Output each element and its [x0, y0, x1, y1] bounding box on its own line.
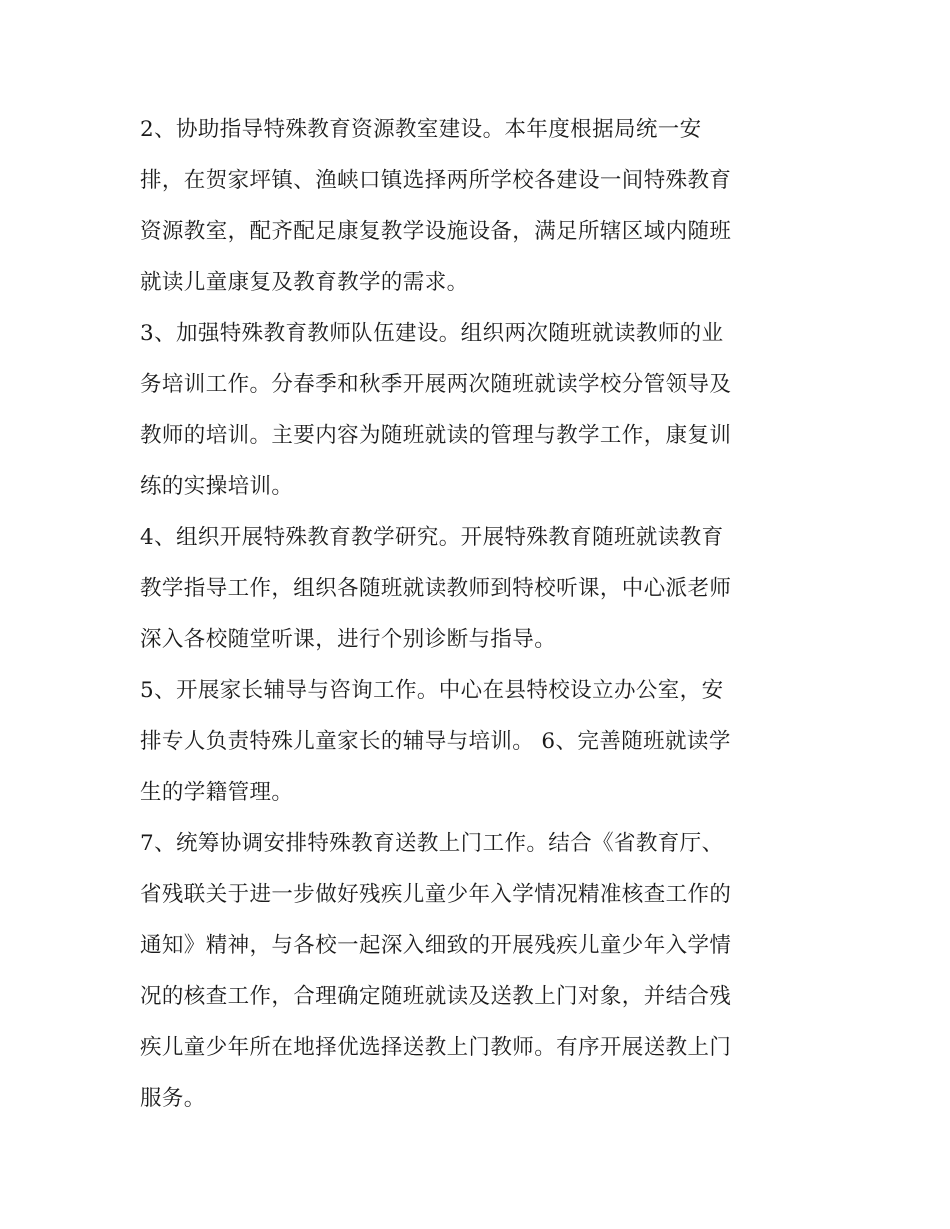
- text-line: 排专人负责特殊儿童家长的辅导与培训。 6、完善随班就读学: [140, 729, 731, 754]
- text-line: 服务。: [140, 1086, 206, 1111]
- text-line: 务培训工作。分春季和秋季开展两次随班就读学校分管领导及: [140, 372, 732, 397]
- text-line: 资源教室，配齐配足康复教学设施设备，满足所辖区域内随班: [140, 219, 732, 244]
- text-line: 2、协助指导特殊教育资源教室建设。本年度根据局统一安: [140, 117, 702, 142]
- text-line: 排，在贺家坪镇、渔峡口镇选择两所学校各建设一间特殊教育: [140, 168, 732, 193]
- document-body: [140, 104, 820, 1124]
- text-line: 省残联关于进一步做好残疾儿童少年入学情况精准核查工作的: [140, 882, 732, 907]
- text-line: 5、开展家长辅导与咨询工作。中心在县特校设立办公室，安: [140, 678, 724, 703]
- text-line: 3、加强特殊教育教师队伍建设。组织两次随班就读教师的业: [140, 321, 724, 346]
- text-line: 就读儿童康复及教育教学的需求。: [140, 270, 469, 295]
- text-line: 4、组织开展特殊教育教学研究。开展特殊教育随班就读教育: [140, 525, 724, 550]
- text-line: 教师的培训。主要内容为随班就读的管理与教学工作，康复训: [140, 423, 732, 448]
- text-line: 教学指导工作，组织各随班就读教师到特校听课，中心派老师: [140, 576, 732, 601]
- text-line: 况的核查工作，合理确定随班就读及送教上门对象，并结合残: [140, 984, 732, 1009]
- text-line: 生的学籍管理。: [140, 780, 294, 805]
- text-line: 练的实操培训。: [140, 474, 294, 499]
- text-line: 深入各校随堂听课，进行个别诊断与指导。: [140, 627, 557, 652]
- text-line: 7、统筹协调安排特殊教育送教上门工作。结合《省教育厅、: [140, 831, 724, 856]
- text-line: 通知》精神，与各校一起深入细致的开展残疾儿童少年入学情: [140, 933, 732, 958]
- text-line: 疾儿童少年所在地择优选择送教上门教师。有序开展送教上门: [140, 1035, 732, 1060]
